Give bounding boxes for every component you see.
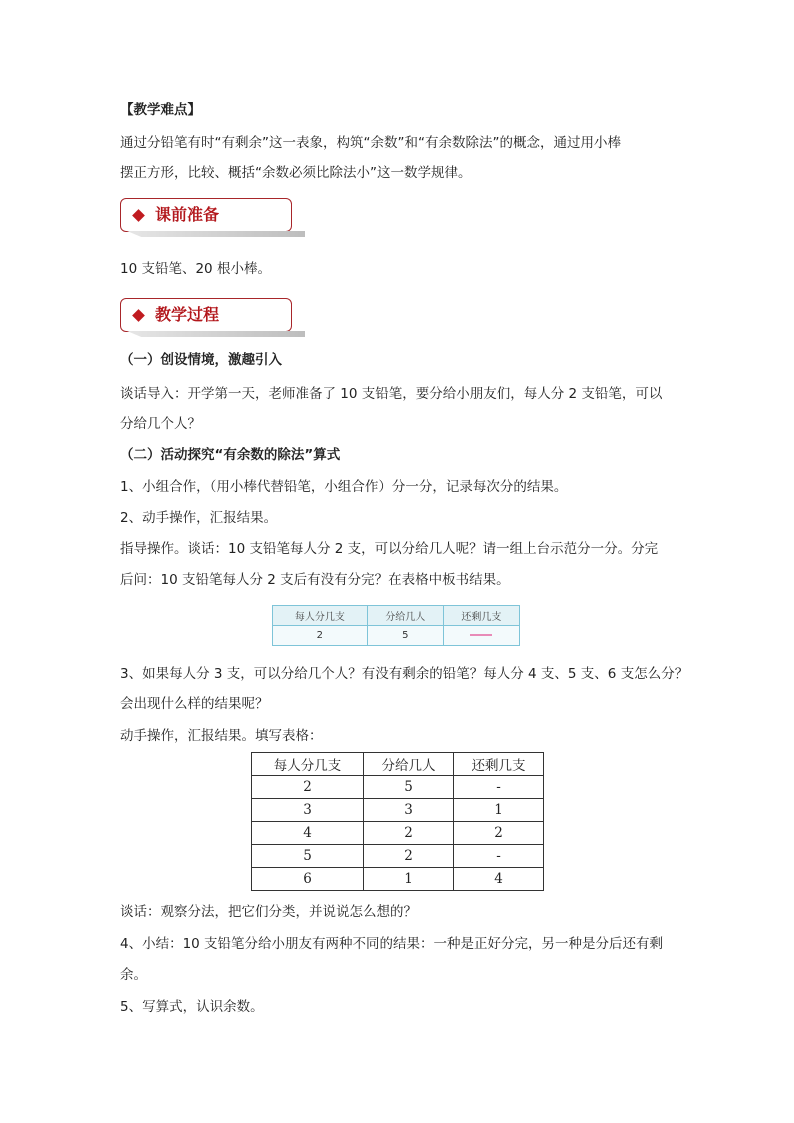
small-header-cell: 每人分几支 — [273, 606, 368, 626]
table-cell: 2 — [252, 776, 364, 799]
table-cell: 1 — [364, 868, 454, 891]
diamond-bullet-icon — [132, 309, 145, 322]
process-heading: 教学过程 — [155, 305, 220, 324]
small-header-cell: 还剩几支 — [443, 606, 519, 626]
header-cell: 分给几人 — [364, 753, 454, 776]
guide-line-2: 后问：10 支铅笔每人分 2 支后有没有分完？在表格中板书结果。 — [120, 572, 510, 588]
table-cell: 5 — [252, 845, 364, 868]
item-3-line-1: 3、如果每人分 3 支，可以分给几个人？有没有剩余的铅笔？每人分 4 支、5 支、6 支怎么分？ — [120, 666, 689, 682]
prep-text: 10 支铅笔、20 根小棒。 — [120, 261, 271, 277]
table-row — [252, 776, 544, 799]
difficulty-text-line-2: 摆正方形，比较、概括“余数必须比除法小”这一数学规律。 — [120, 165, 472, 181]
table-cell: - — [454, 776, 544, 799]
diamond-bullet-icon — [132, 209, 145, 222]
table-cell: 4 — [454, 868, 544, 891]
small-cell-empty — [443, 626, 519, 646]
table-row — [252, 868, 544, 891]
table-row — [252, 822, 544, 845]
prep-heading-box — [120, 198, 292, 232]
item-1: 1、小组合作，（用小棒代替铅笔，小组合作）分一分，记录每次分的结果。 — [120, 479, 568, 495]
small-cell: 5 — [367, 626, 443, 646]
section2-title: （二）活动探究“有余数的除法”算式 — [120, 447, 341, 463]
prep-heading: 课前准备 — [155, 205, 220, 224]
table-cell: 5 — [364, 776, 454, 799]
section1-line-1: 谈话导入：开学第一天，老师准备了 10 支铅笔，要分给小朋友们，每人分 2 支铅笔，可以 — [120, 386, 663, 402]
header-cell: 每人分几支 — [252, 753, 364, 776]
table-cell: 3 — [364, 799, 454, 822]
table-cell: 3 — [252, 799, 364, 822]
section1-title: （一）创设情境，激趣引入 — [120, 352, 282, 368]
item-4-line-2: 余。 — [120, 967, 147, 983]
table-cell: 1 — [454, 799, 544, 822]
item-2: 2、动手操作，汇报结果。 — [120, 510, 278, 526]
talk-line: 谈话：观察分法，把它们分类，并说说怎么想的？ — [120, 904, 417, 920]
table-cell: 2 — [364, 822, 454, 845]
difficulty-title: 【教学难点】 — [120, 102, 201, 118]
table-cell: 2 — [364, 845, 454, 868]
difficulty-text-line-1: 通过分铅笔有时“有剩余”这一表象，构筑“余数”和“有余数除法”的概念，通过用小棒 — [120, 135, 621, 151]
heading-shadow — [127, 231, 305, 237]
table-cell: - — [454, 845, 544, 868]
table-cell: 2 — [454, 822, 544, 845]
table-cell: 6 — [252, 868, 364, 891]
fill-table-instruction: 动手操作，汇报结果。填写表格： — [120, 728, 323, 744]
dash-mark — [470, 634, 492, 636]
item-3-line-2: 会出现什么样的结果呢？ — [120, 696, 269, 712]
item-4-line-1: 4、小结：10 支铅笔分给小朋友有两种不同的结果：一种是正好分完，另一种是分后还有剩 — [120, 936, 664, 952]
table-cell: 4 — [252, 822, 364, 845]
item-5: 5、写算式，认识余数。 — [120, 999, 264, 1015]
small-cell: 2 — [273, 626, 368, 646]
process-heading-box — [120, 298, 292, 332]
section1-line-2: 分给几个人？ — [120, 416, 201, 432]
small-header-cell: 分给几人 — [367, 606, 443, 626]
sample-result-table — [272, 605, 520, 646]
header-cell: 还剩几支 — [454, 753, 544, 776]
heading-shadow — [127, 331, 305, 337]
table-row — [252, 845, 544, 868]
table-row — [252, 799, 544, 822]
result-table — [251, 752, 544, 891]
guide-line-1: 指导操作。谈话：10 支铅笔每人分 2 支，可以分给几人呢？请一组上台示范分一分。分完 — [120, 541, 659, 557]
